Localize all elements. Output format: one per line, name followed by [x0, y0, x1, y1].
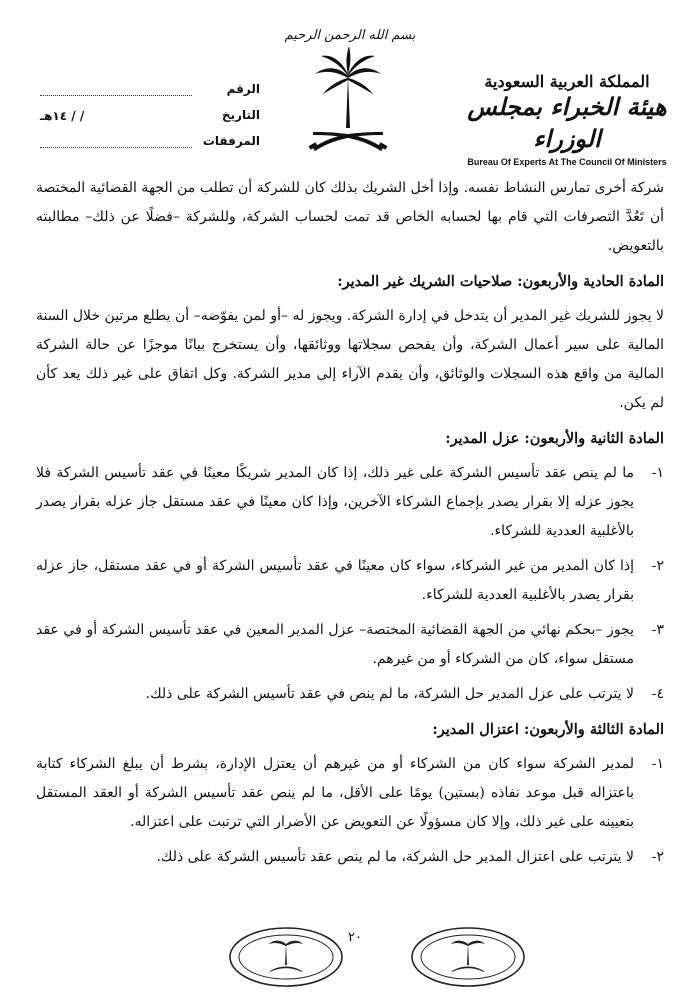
item-text: إذا كان المدير من غير الشركاء، سواء كان معينًا في عقد تأسيس الشركة أو في عقد مستقل، جاز عزله بقرار يصدر بالأغلبية العددية للشركاء. — [36, 558, 634, 603]
article-43-item — [36, 750, 664, 837]
kingdom-name: المملكة العربية السعودية — [484, 72, 650, 91]
ref-line — [40, 83, 192, 96]
item-number: ١- — [651, 756, 664, 772]
article-41-text: لا يجوز للشريك غير المدير أن يتدخل في إدارة الشركة. ويجوز له –أو لمن يفوّضه– أن يطلع مرتين خلال السنة المالية على سير أعمال الشركة، وأن يفحص سجلاتها ووثائقها، وأن يستخرج بيانًا موجزًا عن حالة الشركة المالية من واقع هذه السجلات والوثائق، وأن يقدم الآراء إلى مدير الشركة. وكل اتفاق على غير ذلك يعد كأن لم يكن. — [36, 308, 665, 411]
article-42-item — [36, 459, 664, 546]
item-number: ٢- — [651, 849, 664, 865]
date-label: التاريخ — [221, 108, 260, 122]
institution-name — [462, 72, 672, 167]
attachments-line — [40, 135, 192, 148]
item-text: لمدير الشركة سواء كان من الشركاء أو من غيرهم أن يعتزل الإدارة، بشرط أن يبلغ الشركاء كتابة باعتزاله قبل موعد نفاذه (بستين) يومًا على الأقل، ما لم ينص عقد تأسيس الشركة أو العقد المستقل بتعيينه على غير ذلك، وإلا كان مسؤولًا عن التعويض عن الأضرار التي ترتبت على اعتزاله. — [36, 756, 634, 830]
article-42-item — [36, 616, 664, 674]
letterhead — [0, 0, 700, 167]
item-number: ٤- — [651, 686, 664, 702]
date-line — [40, 109, 192, 121]
saudi-emblem-icon — [303, 36, 393, 156]
attachments-label: المرفقات — [202, 134, 260, 148]
bureau-name-english: Bureau Of Experts At The Council Of Ministers — [467, 157, 667, 167]
item-text: يجوز –بحكم نهائي من الجهة القضائية المختصة– عزل المدير المعين في عقد تأسيس الشركة أو في عقد مستقل سواء، كان من الشركاء أو من غيرهم. — [36, 622, 634, 667]
article-42-item — [36, 552, 664, 610]
intro-paragraph: شركة أخرى تمارس النشاط نفسه. وإذا أخل الشريك بذلك كان للشركة أن تطلب من الجهة القضائية المختصة أن تَعُدَّ التصرفات التي قام بها لحسابه الخاص قد تمت لحساب الشركة، وللشركة –فضلًا عن ذلك– مطالبته بالتعويض. — [36, 180, 664, 254]
basmala: بسم الله الرحمن الرحيم — [284, 28, 416, 43]
ref-number-row — [40, 76, 260, 102]
attachments-row — [40, 128, 260, 154]
article-43-item — [36, 843, 664, 872]
document-body — [36, 174, 664, 878]
article-42-title: المادة الثانية والأربعون: عزل المدير: — [445, 430, 664, 447]
item-number: ٢- — [651, 558, 664, 574]
article-42-item — [36, 680, 664, 709]
date-row — [40, 102, 260, 128]
date-value: / / ١٤هـ — [40, 109, 85, 123]
official-stamp-icon — [226, 925, 346, 989]
article-41-title: المادة الحادية والأربعون: صلاحيات الشريك غير المدير: — [337, 273, 664, 290]
item-text: لا يترتب على عزل المدير حل الشركة، ما لم ينص في عقد تأسيس الشركة على ذلك. — [145, 686, 634, 702]
reference-fields — [40, 76, 260, 154]
ref-label: الرقم — [226, 82, 260, 96]
article-43-title: المادة الثالثة والأربعون: اعتزال المدير: — [432, 721, 664, 738]
bureau-name-arabic: هيئة الخبراء بمجلس الوزراء — [467, 92, 667, 153]
official-stamp-icon — [408, 925, 528, 989]
page-number: ٢٠ — [348, 930, 362, 945]
item-text: لا يترتب على اعتزال المدير حل الشركة، ما لم ينص عقد تأسيس الشركة على ذلك. — [156, 849, 634, 865]
item-number: ١- — [651, 465, 664, 481]
item-number: ٣- — [651, 622, 664, 638]
item-text: ما لم ينص عقد تأسيس الشركة على غير ذلك، إذا كان المدير شريكًا معينًا في عقد تأسيس الشركة فلا يجوز عزله إلا بقرار يصدر بإجماع الشركاء الآخرين، وإذا كان معينًا في عقد مستقل جاز عزله بقرار يصدر بالأغلبية العددية للشركاء. — [36, 465, 634, 539]
